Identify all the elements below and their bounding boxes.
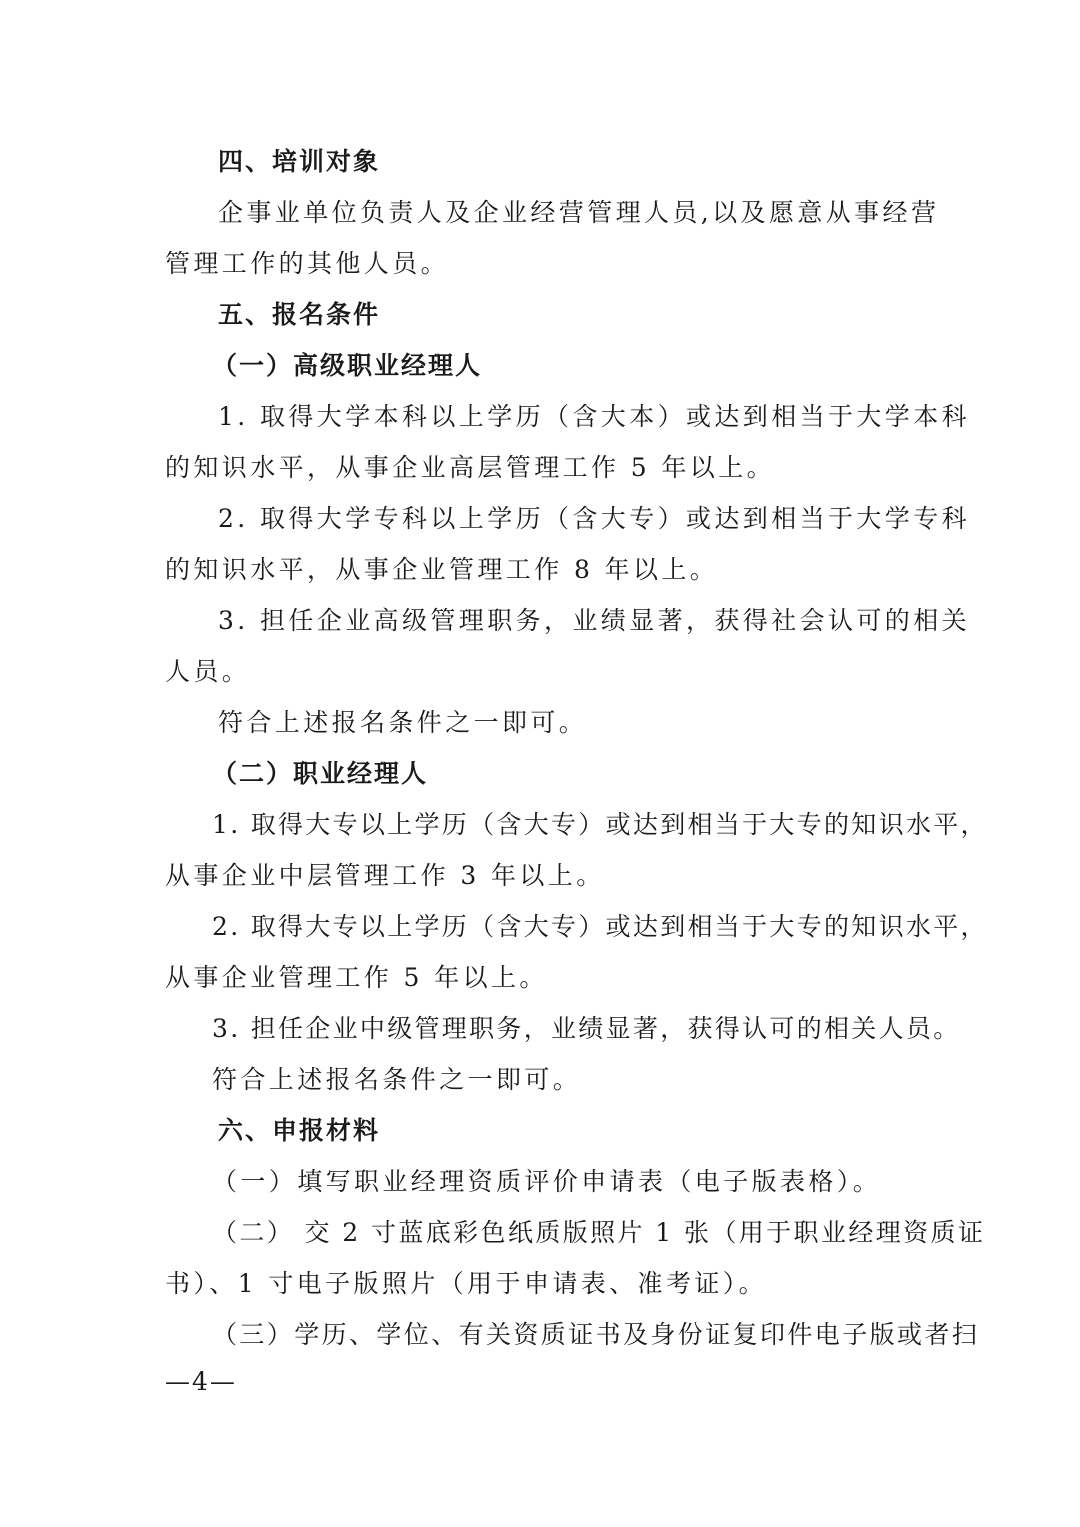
- section-5-2-item-2-line-2: 从事企业管理工作 5 年以上。: [165, 963, 548, 992]
- section-5-1-item-2-line-2: 的知识水平，从事企业管理工作 8 年以上。: [165, 555, 719, 584]
- section-6-title: 六、申报材料: [218, 1116, 381, 1145]
- section-6-item-3-line-1: （三）学历、学位、有关资质证书及身份证复印件电子版或者扫: [212, 1320, 980, 1349]
- section-5-subtitle-1: （一）高级职业经理人: [212, 351, 483, 380]
- section-5-1-note: 符合上述报名条件之一即可。: [218, 708, 588, 737]
- section-5-1-item-3-line-2: 人员。: [165, 657, 251, 686]
- section-5-2-item-1-line-1: 1. 取得大专以上学历（含大专）或达到相当于大专的知识水平，: [212, 810, 988, 839]
- section-4-paragraph-line-2: 管理工作的其他人员。: [165, 249, 450, 278]
- section-5-2-item-2-line-1: 2. 取得大专以上学历（含大专）或达到相当于大专的知识水平，: [212, 912, 988, 941]
- section-4-title: 四、培训对象: [218, 147, 381, 176]
- section-5-subtitle-2: （二）职业经理人: [212, 759, 429, 788]
- section-5-title: 五、报名条件: [218, 300, 381, 329]
- section-5-2-note: 符合上述报名条件之一即可。: [212, 1065, 582, 1094]
- section-5-1-item-2-line-1: 2. 取得大学专科以上学历（含大专）或达到相当于大学专科: [218, 504, 971, 533]
- section-5-1-item-3-line-1: 3. 担任企业高级管理职务，业绩显著，获得社会认可的相关: [218, 606, 971, 635]
- section-5-1-item-1-line-2: 的知识水平，从事企业高层管理工作 5 年以上。: [165, 453, 776, 482]
- section-6-item-1: （一）填写职业经理资质评价申请表（电子版表格）。: [212, 1167, 882, 1196]
- section-5-2-item-1-line-2: 从事企业中层管理工作 3 年以上。: [165, 861, 605, 890]
- section-6-item-2-line-2: 书）、1 寸电子版照片（用于申请表、准考证）。: [165, 1269, 768, 1298]
- section-5-1-item-1-line-1: 1. 取得大学本科以上学历（含大本）或达到相当于大学本科: [218, 402, 971, 431]
- section-6-item-2-line-1: （二） 交 2 寸蓝底彩色纸质版照片 1 张（用于职业经理资质证: [212, 1218, 986, 1247]
- section-5-2-item-3: 3. 担任企业中级管理职务，业绩显著，获得认可的相关人员。: [212, 1014, 961, 1043]
- page-number: —4—: [165, 1367, 237, 1396]
- section-4-paragraph-line-1: 企事业单位负责人及企业经营管理人员,以及愿意从事经营: [218, 198, 940, 227]
